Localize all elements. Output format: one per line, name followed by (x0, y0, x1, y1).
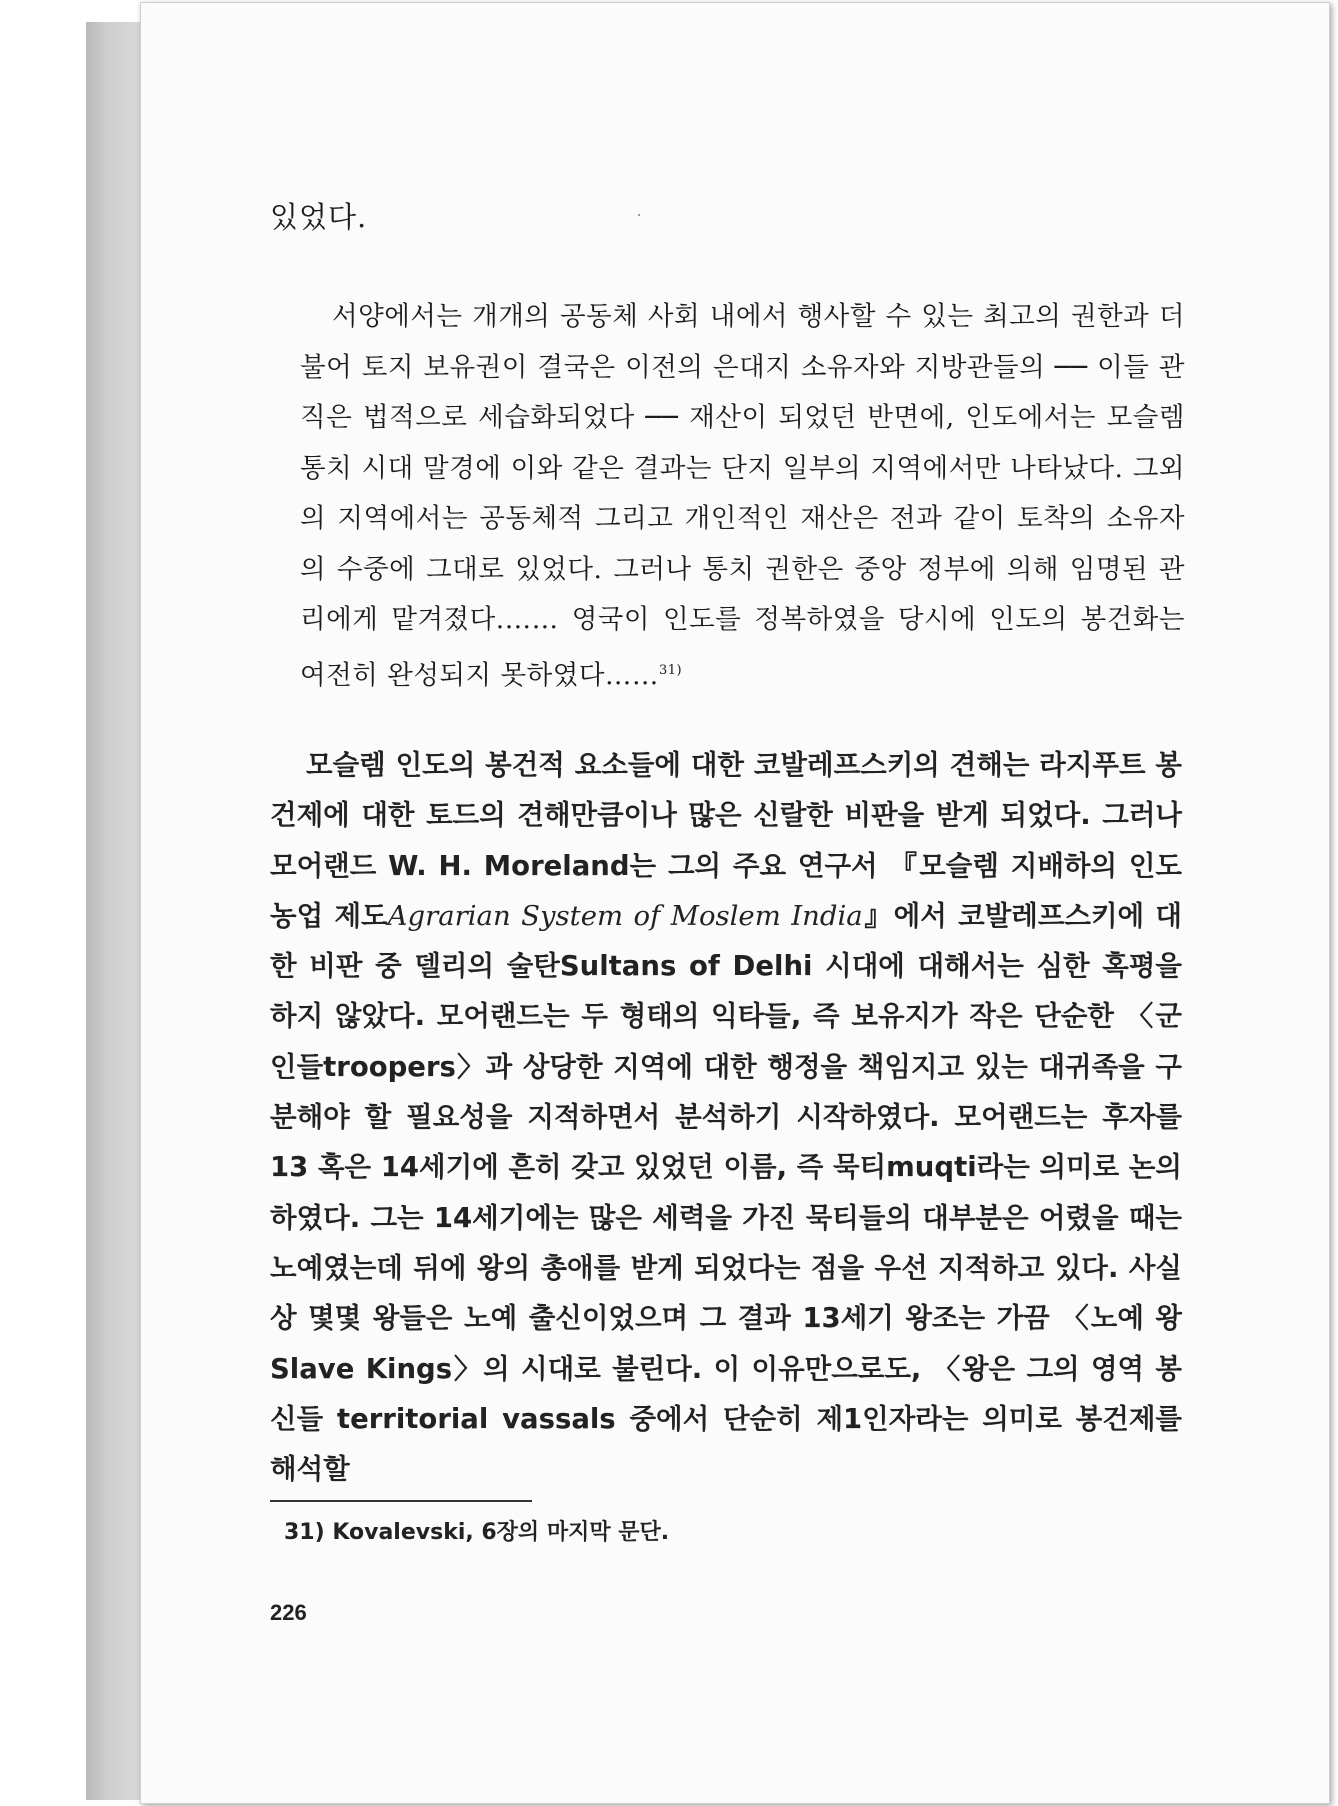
body-text-part1: 모슬렘 인도의 봉건적 요소들에 대한 코발레프스키의 견해는 라지푸트 봉건제에 대한 토드의 견해만큼이나 많은 신랄한 비판을 받게 되었다. 그러나 모어랜드 W. H. Moreland는 그의 주요 연구서 『모슬렘 지배하의 인도 농업 제도 (270, 749, 1182, 932)
speck (638, 214, 640, 216)
footnote-rule (270, 1500, 532, 1502)
block-quote-text: 서양에서는 개개의 공동체 사회 내에서 행사할 수 있는 최고의 권한과 더불어 토지 보유권이 결국은 이전의 은대지 소유자와 지방관들의 ── 이들 관직은 법적으로 세습화되었다 ── 재산이 되었던 반면에, 인도에서는 모슬렘 통치 시대 말경에 이와 같은 결과는 단지 일부의 지역에서만 나타났다. 그외의 지역에서는 공동체적 그리고 개인적인 재산은 전과 같이 토착의 소유자의 수중에 그대로 있었다. 그러나 통치 권한은 중앙 정부에 의해 임명된 관리에게 맡겨졌다.…… 영국이 인도를 정복하였을 당시에 인도의 봉건화는 여전히 완성되지 못하였다…… (300, 301, 1185, 691)
book-spine (86, 22, 142, 1800)
footnote-ref: 31) (658, 662, 683, 678)
book-title-italic: Agrarian System of Moslem India (387, 899, 863, 932)
block-quote (300, 292, 1185, 701)
continuation-text: 있었다. (270, 200, 368, 234)
footnote: 31) Kovalevski, 6장의 마지막 문단. (284, 1520, 670, 1545)
body-text-part2: 』에서 코발레프스키에 대한 비판 중 델리의 술탄Sultans of Delhi 시대에 대해서는 심한 혹평을 하지 않았다. 모어랜드는 두 형태의 익타들, 즉 보유지가 작은 단순한 〈군인들troopers〉과 상당한 지역에 대한 행정을 책임지고 있는 대귀족을 구분해야 할 필요성을 지적하면서 분석하기 시작하였다. 모어랜드는 후자를 13 혹은 14세기에 흔히 갖고 있었던 이름, 즉 묵티muqti라는 의미로 논의하였다. 그는 14세기에는 많은 세력을 가진 묵티들의 대부분은 어렸을 때는 노예였는데 뒤에 왕의 총애를 받게 되었다는 점을 우선 지적하고 있다. 사실상 몇몇 왕들은 노예 출신이었으며 그 결과 13세기 왕조는 가끔 〈노예 왕Slave Kings〉의 시대로 불린다. 이 이유만으로도, 〈왕은 그의 영역 봉신들 territorial vassals 중에서 단순히 제1인자라는 의미로 봉건제를 해석할 (270, 899, 1183, 1486)
page-number: 226 (270, 1600, 307, 1625)
body-paragraph (270, 740, 1182, 1494)
